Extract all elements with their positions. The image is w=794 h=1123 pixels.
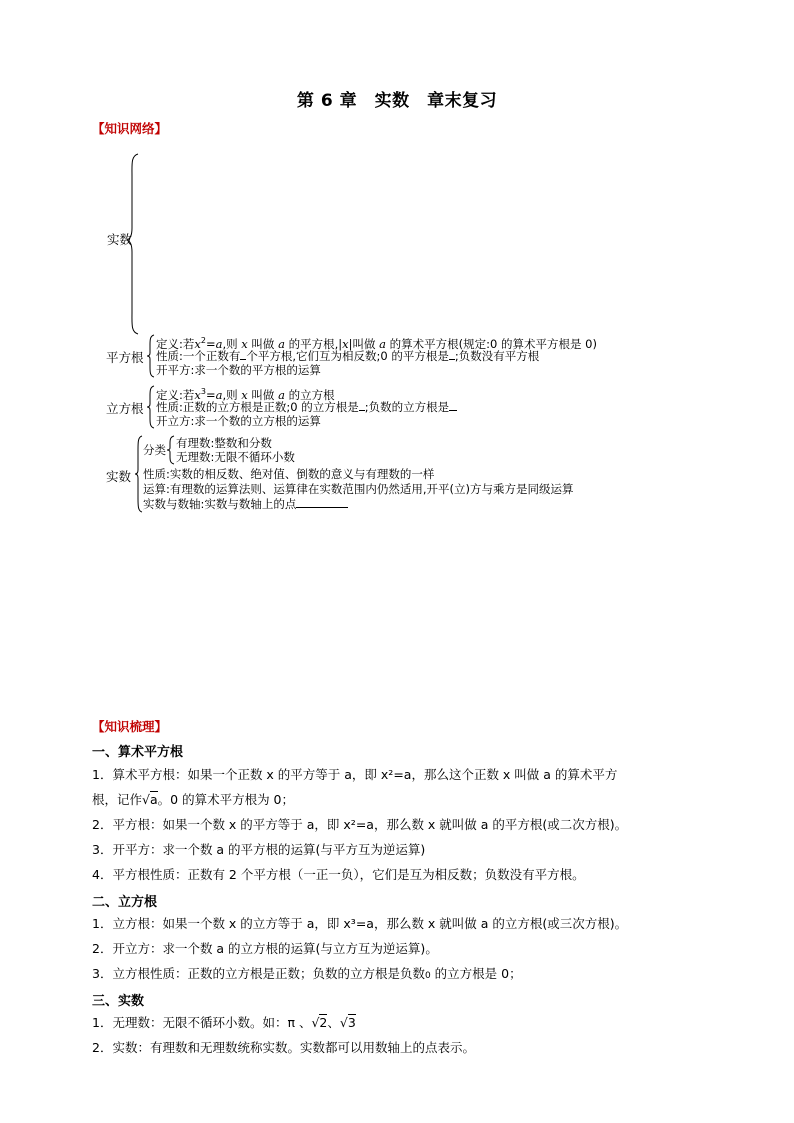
real-operations: 运算:有理数的运算法则、运算律在实数范围内仍然适用,开平(立)方与乘方是同级运算 [143, 482, 574, 496]
root-brace [126, 154, 146, 334]
s2-line-3: 3．立方根性质：正数的立方根是正数；负数的立方根是负数0 的立方根是 0； [92, 966, 522, 981]
real-label: 实数 [106, 469, 132, 484]
classification-label: 分类 [143, 443, 166, 457]
s2-line-1: 1．立方根：如果一个数 x 的立方等于 a，即 x³=a，那么数 x 就叫做 a 的立方根(或三次方根)。 [92, 916, 628, 931]
sqrt-symbol: √ [142, 792, 150, 807]
s1-line-2: 根，记作√a。0 的算术平方根为 0； [92, 792, 295, 807]
s1-line-5: 4．平方根性质：正数有 2 个平方根（一正一负），它们是互为相反数；负数没有平方根。 [92, 867, 585, 882]
cbrt-brace [146, 386, 156, 428]
real-number-axis: 实数与数轴:实数与数轴上的点 [143, 497, 348, 511]
s1-line-1: 1．算术平方根：如果一个正数 x 的平方等于 a，即 x²=a，那么这个正数 x 叫做 a 的算术平方 [92, 767, 618, 782]
section-3-heading: 三、实数 [92, 994, 145, 1009]
cbrt-label: 立方根 [106, 401, 144, 416]
page-title: 第 6 章 实数 章末复习 [296, 91, 498, 111]
sqrt-symbol: √ [311, 1015, 320, 1030]
sqrt-definition: 定义:若$x^2=a$,则 x 叫做 a 的平方根,|x|叫做 a 的算术平方根(规定:0 的算术平方根是 0) [156, 336, 597, 351]
cbrt-definition: 定义:若$x^3=a$,则 x 叫做 a 的立方根 [156, 387, 335, 402]
answer-blank[interactable] [296, 507, 348, 508]
section-2-heading: 二、立方根 [92, 895, 158, 910]
section-1-heading: 一、算术平方根 [92, 745, 184, 760]
sqrt-symbol: √ [339, 1015, 348, 1030]
cbrt-property: 性质:正数的立方根是正数;0 的立方根是 ;负数的立方根是 [156, 400, 457, 414]
sqrt-property: 性质:一个正数有 个平方根,它们互为相反数;0 的平方根是 ;负数没有平方根 [156, 349, 540, 363]
sqrt-operation: 开平方:求一个数的平方根的运算 [156, 363, 321, 377]
classification-brace [166, 436, 176, 464]
cbrt-operation: 开立方:求一个数的立方根的运算 [156, 414, 321, 428]
rational-numbers: 有理数:整数和分数 [176, 436, 272, 450]
s3-line-2: 2．实数：有理数和无理数统称实数。实数都可以用数轴上的点表示。 [92, 1040, 475, 1055]
knowledge-network-tag: 【知识网络】 [92, 121, 168, 136]
sqrt-label: 平方根 [106, 350, 144, 365]
network-root-label: 实数 [107, 232, 133, 247]
s2-line-2: 2．开立方：求一个数 a 的立方根的运算(与立方互为逆运算)。 [92, 941, 438, 956]
s3-line-1: 1．无理数：无限不循环小数。如：π 、√2、√3 [92, 1015, 356, 1030]
s1-line-4: 3．开平方：求一个数 a 的平方根的运算(与平方互为逆运算) [92, 842, 426, 857]
knowledge-review-tag: 【知识梳理】 [92, 719, 168, 734]
s1-line-3: 2．平方根：如果一个数 x 的平方等于 a，即 x²=a，那么数 x 就叫做 a 的平方根(或二次方根)。 [92, 817, 628, 832]
answer-blank[interactable] [449, 410, 457, 411]
irrational-numbers: 无理数:无限不循环小数 [176, 450, 295, 464]
real-property: 性质:实数的相反数、绝对值、倒数的意义与有理数的一样 [143, 467, 435, 481]
sqrt-brace [146, 335, 156, 377]
